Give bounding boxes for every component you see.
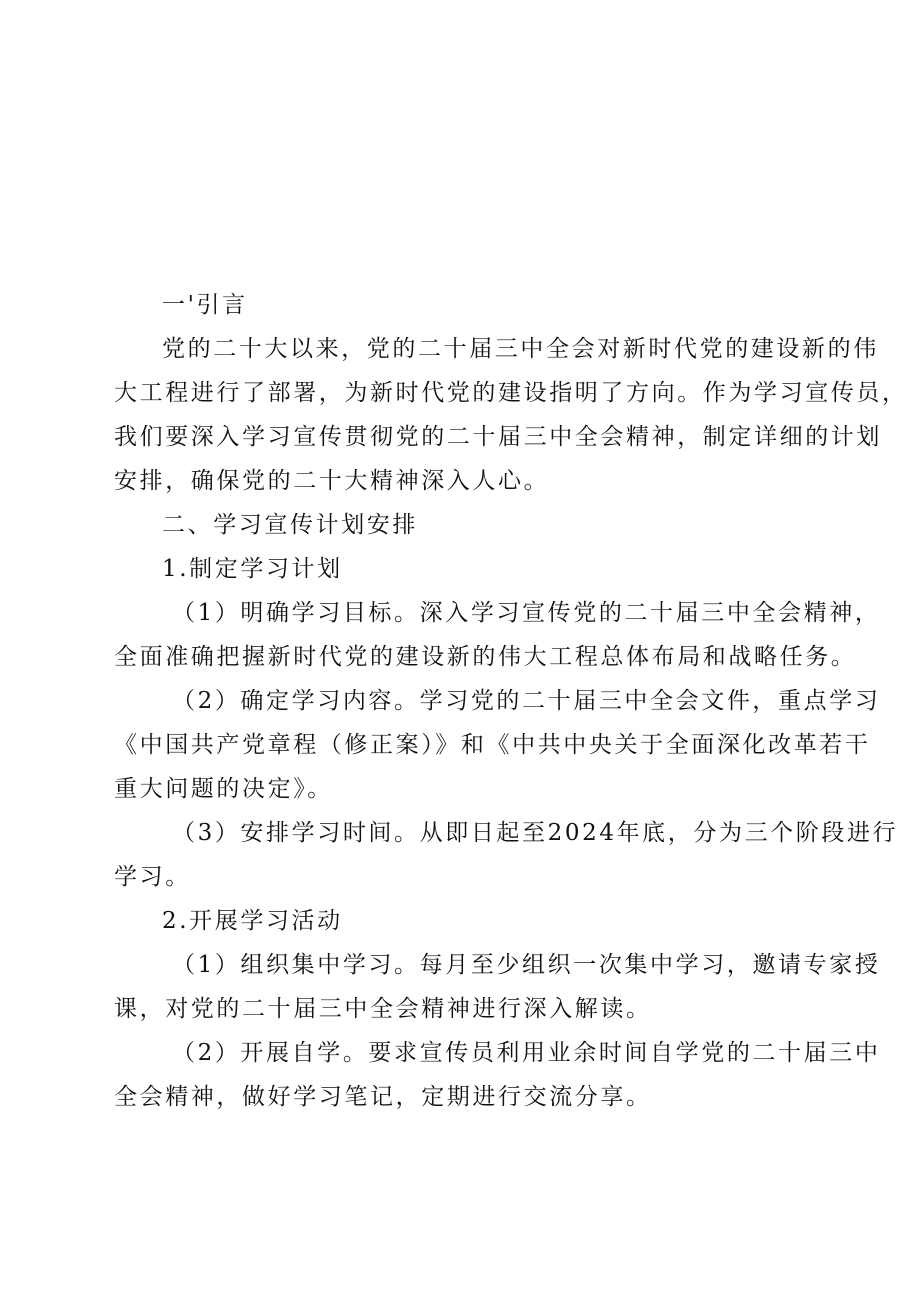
paragraph-line: 党的二十大以来，党的二十届三中全会对新时代党的建设新的伟 (162, 336, 879, 362)
paragraph-line: 全面准确把握新时代党的建设新的伟大工程总体布局和战略任务。 (114, 644, 857, 670)
heading-text: 一'引言 (162, 292, 248, 318)
paragraph-line: 全会精神，做好学习笔记，定期进行交流分享。 (114, 1084, 652, 1110)
paragraph-intro (114, 327, 908, 503)
subsection-heading-2 (114, 899, 826, 943)
paragraph-line: （3）安排学习时间。从即日起至2024年底，分为三个阶段进行 (172, 820, 899, 846)
paragraph-line: 我们要深入学习宣传贯彻党的二十届三中全会精神，制定详细的计划 (114, 424, 882, 450)
paragraph-line: 《中国共产党章程（修正案）》和《中共中央关于全面深化改革若干 (114, 732, 871, 758)
paragraph-line: 安排，确保党的二十大精神深入人心。 (114, 468, 550, 494)
list-item-1-1 (114, 591, 881, 679)
list-item-2-2 (114, 1031, 881, 1119)
paragraph-line: （1）组织集中学习。每月至少组织一次集中学习，邀请专家授 (172, 952, 881, 978)
list-item-1-3 (114, 811, 899, 899)
section-heading-intro (114, 283, 826, 327)
list-item-2-1 (114, 943, 881, 1031)
heading-text: 1.制定学习计划 (162, 556, 343, 582)
paragraph-line: （2）确定学习内容。学习党的二十届三中全会文件，重点学习 (172, 688, 881, 714)
paragraph-line: 学习。 (114, 864, 191, 890)
paragraph-line: （1）明确学习目标。深入学习宣传党的二十届三中全会精神， (172, 600, 881, 626)
heading-text: 2.开展学习活动 (162, 908, 343, 934)
paragraph-line: 课，对党的二十届三中全会精神进行深入解读。 (114, 996, 652, 1022)
paragraph-line: 重大问题的决定》。 (114, 776, 333, 802)
heading-text: 二、学习宣传计划安排 (162, 512, 418, 538)
paragraph-line: 大工程进行了部署，为新时代党的建设指明了方向。作为学习宣传员， (114, 380, 908, 406)
section-heading-plan (114, 503, 826, 547)
list-item-1-2 (114, 679, 881, 811)
document-body (114, 283, 908, 1119)
paragraph-line: （2）开展自学。要求宣传员利用业余时间自学党的二十届三中 (172, 1040, 881, 1066)
subsection-heading-1 (114, 547, 826, 591)
